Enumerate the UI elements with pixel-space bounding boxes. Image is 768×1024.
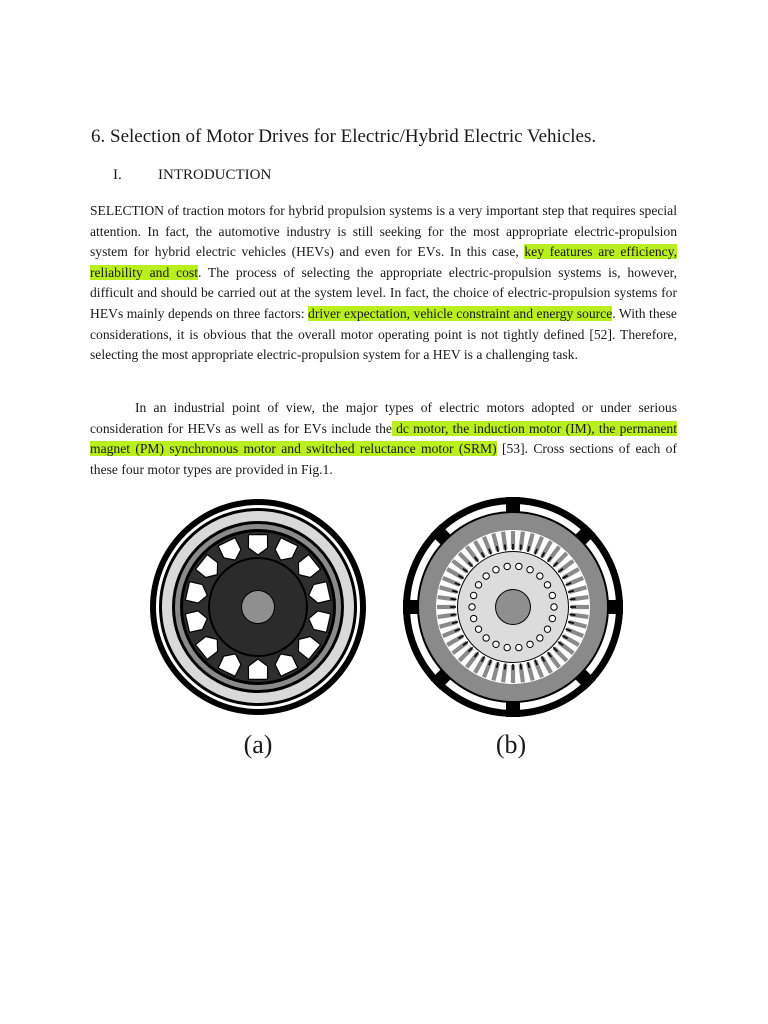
rotor-hole xyxy=(469,604,475,610)
paragraph-2 xyxy=(90,398,677,480)
rotor-hole xyxy=(516,563,522,569)
text-run: . The process of selecting the appropriate electric-propulsion systems is, however, difficult and should be carried out at the system level. In fact, the choice of electric-propulsion systems for HEVs mainly depends on three factors: xyxy=(90,264,678,321)
rotor-tooth-line xyxy=(451,614,457,615)
rotor-hole xyxy=(470,592,476,598)
section-number: I. xyxy=(113,167,122,183)
rotor-tooth-line xyxy=(520,545,521,551)
rotor-hole xyxy=(475,582,481,588)
motor-a-diagram xyxy=(148,492,368,722)
rotor-tooth-line xyxy=(570,599,576,600)
rotor-hole xyxy=(475,626,481,632)
paragraph-1 xyxy=(90,201,677,366)
text-run: . With these considerations, it is obvious that the overall motor operating point is not tightly defined [52]. Therefore, selecting the most appropriate electric-propulsion system for a HEV is a challenging task. xyxy=(90,305,677,363)
rotor-hole xyxy=(544,626,550,632)
rotor-hole xyxy=(493,641,499,647)
section-heading xyxy=(113,165,271,185)
rotor-hole xyxy=(504,644,510,650)
rotor-hole xyxy=(549,592,555,598)
motor-cross-section-figure xyxy=(148,492,628,768)
rotor-hole xyxy=(527,567,533,573)
rotor-hole xyxy=(527,641,533,647)
rotor-hole xyxy=(483,635,489,641)
rotor-hole xyxy=(551,604,557,610)
rotor-hole xyxy=(470,615,476,621)
rotor-hole xyxy=(544,582,550,588)
rotor-tooth-line xyxy=(505,545,506,551)
rotor-tooth-line xyxy=(451,599,457,600)
text-run: In an industrial point of view, the major types of electric motors adopted or under serious consideration for HEVs as well as for EVs include the xyxy=(90,400,677,436)
rotor-tooth-line xyxy=(570,614,576,615)
rotor-tooth-line xyxy=(505,664,506,670)
rotor-hole xyxy=(493,567,499,573)
rotor-tooth-line xyxy=(520,664,521,670)
section-title: INTRODUCTION xyxy=(158,167,272,183)
highlighted-text: driver expectation, vehicle constraint and energy source xyxy=(308,305,613,321)
figure-caption-b: (b) xyxy=(495,730,527,759)
figure-caption-a: (a) xyxy=(243,730,273,759)
motor-b-diagram xyxy=(398,492,628,722)
text-run: [53]. Cross sections of each of these four motor types are provided in Fig.1. xyxy=(90,441,677,477)
rotor-hole xyxy=(537,635,543,641)
document-heading: 6. Selection of Motor Drives for Electric/Hybrid Electric Vehicles. xyxy=(91,126,597,147)
rotor-hole xyxy=(549,615,555,621)
rotor-hole xyxy=(537,573,543,579)
text-run: SELECTION of traction motors for hybrid propulsion systems is a very important step that requires special attention. In fact, the automotive industry is still seeking for the most appropriate electric-propulsion system for hybrid electric vehicles (HEVs) and even for EVs. In this case, xyxy=(90,203,677,260)
rotor-hole xyxy=(483,573,489,579)
rotor-hole xyxy=(504,563,510,569)
rotor-hole xyxy=(516,644,522,650)
highlighted-text: dc motor, the induction motor (IM), the permanent magnet (PM) synchronous motor and switched reluctance motor (SRM) xyxy=(90,420,678,457)
highlighted-text: key features are efficiency, reliability and cost xyxy=(90,244,677,280)
